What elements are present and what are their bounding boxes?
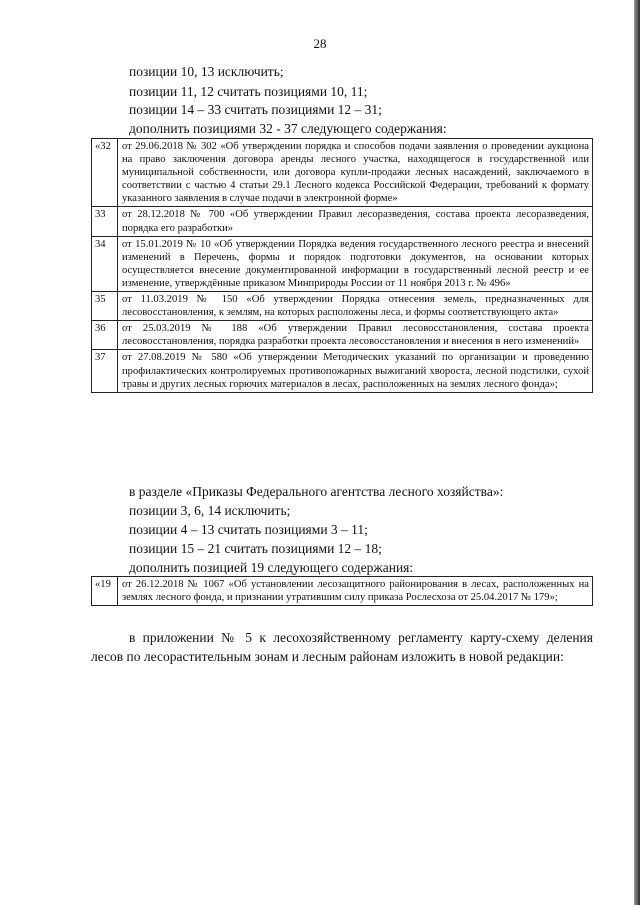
row-text: от 27.08.2019 № 580 «Об утверждении Методических указаний по организации и проведению профилактических контролируемых противопожарных выжиганий хвороста, лесной подстилки, сухой травы и других лесных горючих материалов в лесах, расположенных на землях лесного фонда»; bbox=[118, 350, 593, 392]
row-text: от 29.06.2018 № 302 «Об утверждении порядка и способов подачи заявления о проведении аукциона на право заключения договора аренды лесного участка, находящегося в государственной или муниципальной собственности, или договора купли-продажи лесных насаждений, заключаемого в соответствии с частью 4 статьи 29.1 Лесного кодекса Российской Федерации, требований к формату указанного заявления в случае подачи в электронной форме» bbox=[118, 139, 593, 207]
row-text: от 15.01.2019 № 10 «Об утверждении Порядка ведения государственного лесного реестра и внесений изменений в Перечень, формы и порядок подготовки документов, на основании которых осуществляется внесение документированной информации в государственный лесной реестр и ее изменение, утверждённые приказом Минприроды России от 11 ноября 2013 г. № 496» bbox=[118, 236, 593, 291]
row-number: 33 bbox=[92, 207, 118, 236]
table-row bbox=[92, 139, 593, 207]
orders-table-ministry bbox=[91, 138, 593, 393]
table-row bbox=[92, 207, 593, 236]
table-row bbox=[92, 292, 593, 321]
row-number: «19 bbox=[92, 577, 118, 606]
row-number: 36 bbox=[92, 321, 118, 350]
row-text: от 28.12.2018 № 700 «Об утверждении Правил лесоразведения, состава проекта лесоразведения, порядка его разработки» bbox=[118, 207, 593, 236]
table-row bbox=[92, 236, 593, 291]
table-row bbox=[92, 577, 593, 606]
instruction-line: позиции 10, 13 исключить; bbox=[129, 64, 284, 79]
instruction-line: позиции 15 – 21 считать позициями 12 – 18; bbox=[129, 541, 382, 556]
row-text: от 11.03.2019 № 150 «Об утверждении Порядка отнесения земель, предназначенных для лесовосстановления, к землям, на которых расположены леса, и формы соответствующего акта» bbox=[118, 292, 593, 321]
row-number: 35 bbox=[92, 292, 118, 321]
instruction-line: позиции 3, 6, 14 исключить; bbox=[129, 503, 291, 518]
table-row bbox=[92, 350, 593, 392]
row-number: 34 bbox=[92, 236, 118, 291]
row-number: 37 bbox=[92, 350, 118, 392]
row-number: «32 bbox=[92, 139, 118, 207]
orders-table-agency bbox=[91, 576, 593, 606]
instruction-line: позиции 11, 12 считать позициями 10, 11; bbox=[129, 84, 368, 99]
scan-edge-shadow bbox=[634, 0, 640, 905]
row-text: от 26.12.2018 № 1067 «Об установлении лесозащитного районирования в лесах, расположенных на землях лесного фонда, и признании утратившим силу приказа Рослесхоза от 25.04.2017 № 179»; bbox=[118, 577, 593, 606]
instruction-line: дополнить позицией 19 следующего содержания: bbox=[129, 560, 414, 575]
instruction-line: дополнить позициями 32 - 37 следующего содержания: bbox=[129, 121, 447, 136]
instruction-line: позиции 14 – 33 считать позициями 12 – 31; bbox=[129, 102, 382, 117]
instruction-line: в разделе «Приказы Федерального агентства лесного хозяйства»: bbox=[129, 484, 504, 499]
page-number: 28 bbox=[313, 36, 327, 51]
table-row bbox=[92, 321, 593, 350]
instruction-line: позиции 4 – 13 считать позициями 3 – 11; bbox=[129, 522, 368, 537]
row-text: от 25.03.2019 № 188 «Об утверждении Правил лесовосстановления, состава проекта лесовосстановления, порядка разработки проекта лесовосстановления и внесения в него изменений» bbox=[118, 321, 593, 350]
closing-paragraph: в приложении № 5 к лесохозяйственному регламенту карту-схему деления лесов по лесорастительным зонам и лесным районам изложить в новой редакции: bbox=[91, 630, 593, 664]
